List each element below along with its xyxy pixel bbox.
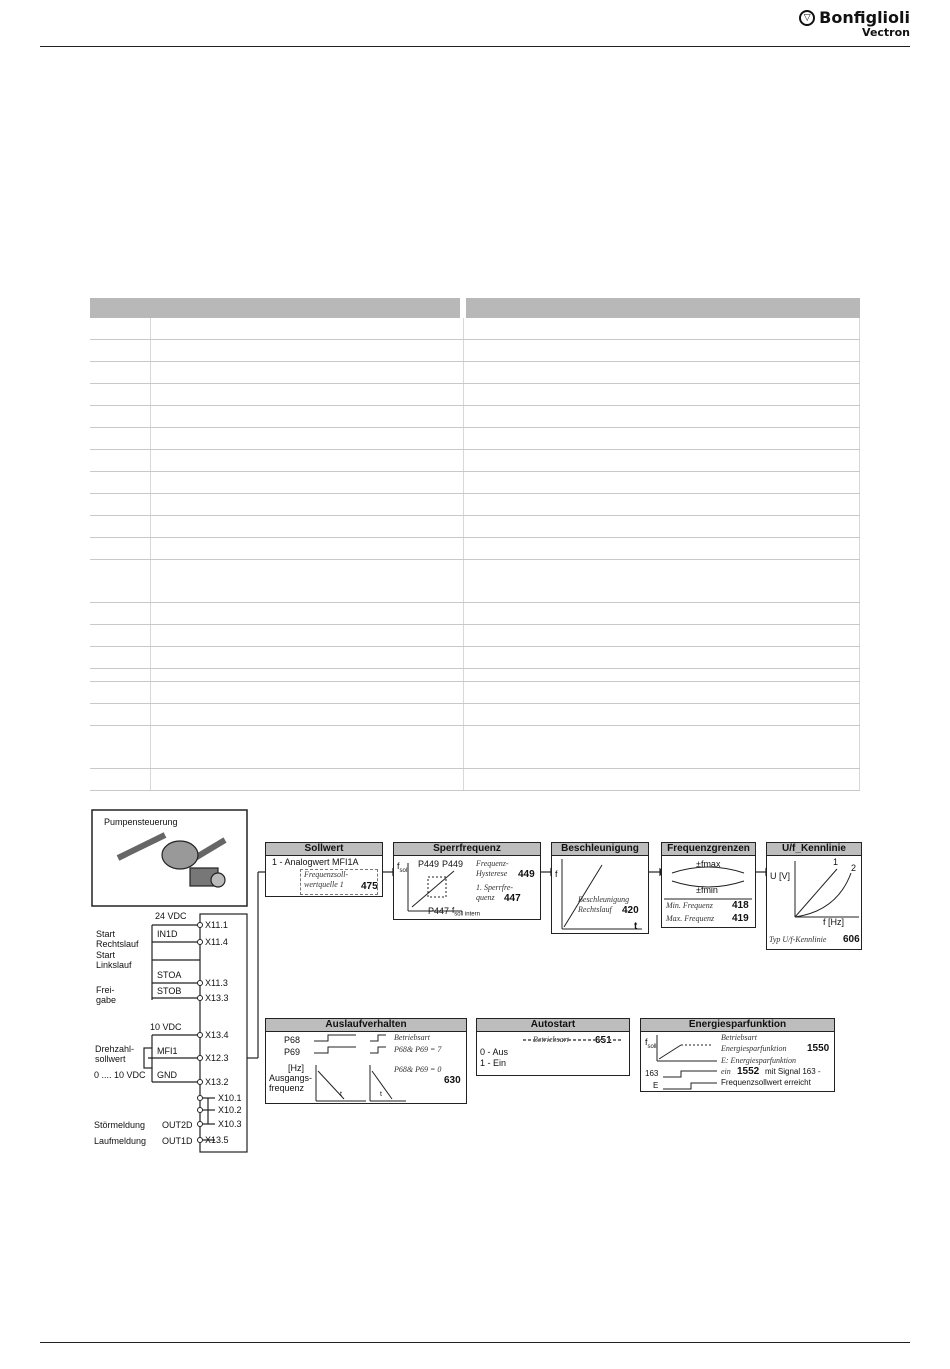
label-start-left: Start Linkslauf — [96, 950, 132, 970]
label-10vdc: 10 VDC — [150, 1022, 182, 1032]
label-speed-setpoint: Drehzahl- sollwert — [95, 1044, 135, 1064]
ausl-t2: t — [380, 1091, 382, 1098]
accel-f: f — [555, 869, 558, 879]
block-energy-title: Energiesparfunktion — [641, 1019, 834, 1032]
accel-num: 420 — [622, 905, 639, 916]
limits-min: Min. Frequenz — [666, 901, 713, 910]
sperr-fsoll: $f_{soll}$ — [397, 861, 409, 874]
block-ausl-title: Auslaufverhalten — [266, 1019, 466, 1032]
block-uf-kennlinie — [766, 842, 862, 950]
terminal-x13-5: X13.5 — [205, 1135, 229, 1145]
block-autostart — [476, 1018, 630, 1076]
sperr-hyst: Frequenz- Hysterese — [476, 859, 509, 878]
label-run: Laufmeldung — [94, 1136, 147, 1146]
energy-E: E — [653, 1081, 659, 1090]
block-sollwert — [265, 842, 383, 897]
sperr-fint: $f_{soll intern}$ — [452, 906, 480, 918]
brand-name: Bonfiglioli — [819, 8, 910, 27]
auto-off: 0 - Aus — [480, 1047, 509, 1057]
energy-e1: E: Energiesparfunktion — [721, 1056, 797, 1065]
auto-num: 651 — [595, 1035, 612, 1046]
terminal-x11-3: X11.3 — [205, 978, 228, 988]
energy-e2: ein — [721, 1067, 731, 1076]
label-enable: Frei- gabe — [96, 985, 117, 1005]
uf-fhz: f [Hz] — [823, 917, 845, 927]
label-fault: Störmeldung — [94, 1120, 146, 1130]
block-auslaufverhalten — [265, 1018, 467, 1104]
uf-type: Typ U/f-Kennlinie — [769, 935, 827, 944]
block-energiesparfunktion — [640, 1018, 835, 1092]
sollwert-src: Frequenzsoll- wertquelle 1 — [304, 870, 349, 889]
block-limits-title: Frequenzgrenzen — [662, 843, 755, 856]
energy-s163: 163 — [645, 1069, 659, 1078]
energy-e3: Frequenzsollwert erreicht — [721, 1078, 811, 1087]
energy-sig: mit Signal 163 - — [765, 1067, 821, 1076]
ausl-num: 630 — [444, 1075, 461, 1086]
limits-max: Max. Frequenz — [666, 914, 715, 923]
energy-ef: Energiesparfunktion — [721, 1044, 787, 1053]
terminal-x12-3: X12.3 — [205, 1053, 229, 1063]
block-auto-title: Autostart — [477, 1019, 629, 1032]
label-stoa: STOA — [157, 970, 182, 980]
ausl-ag: Ausgangs- frequenz — [269, 1073, 313, 1093]
pump-label: Pumpensteuerung — [104, 817, 178, 827]
ausl-m7: P68& P69 = 7 — [394, 1045, 442, 1054]
uf-c1: 1 — [833, 857, 839, 867]
sperr-p449a: P449 — [418, 859, 440, 869]
block-uf-title: U/f_Kennlinie — [767, 843, 861, 856]
terminal-x11-1: X11.1 — [205, 920, 228, 930]
uf-num: 606 — [843, 934, 860, 945]
label-range: 0 .... 10 VDC — [94, 1070, 146, 1080]
terminal-x10-3: X10.3 — [218, 1119, 242, 1129]
terminal-x13-4: X13.4 — [205, 1030, 229, 1040]
ausl-p69: P69 — [284, 1047, 301, 1057]
terminal-x10-2: X10.2 — [218, 1105, 242, 1115]
label-in1d: IN1D — [157, 929, 178, 939]
terminal-x10-1: X10.1 — [218, 1093, 242, 1103]
label-start-right: Start Rechtslauf — [96, 929, 139, 949]
energy-fsoll: $f_{soll}$ — [645, 1037, 657, 1050]
block-sperr-title: Sperrfrequenz — [394, 843, 540, 856]
label-mfi1: MFI1 — [157, 1046, 178, 1056]
ausl-hz: [Hz] — [288, 1063, 305, 1073]
label-gnd: GND — [157, 1070, 177, 1080]
sperr-n447: 447 — [504, 893, 521, 904]
ausl-t1: t — [340, 1091, 342, 1098]
auto-ba: Betriebsart — [533, 1035, 569, 1044]
terminal-x11-4: X11.4 — [205, 937, 228, 947]
energy-ba: Betriebsart — [721, 1033, 757, 1042]
energy-n1552: 1552 — [737, 1066, 760, 1077]
label-out1d: OUT1D — [162, 1136, 193, 1146]
uf-c2: 2 — [851, 863, 857, 873]
block-sperrfrequenz — [393, 842, 541, 920]
logo-icon: ▽ — [799, 10, 815, 26]
limits-fmax: ±fmax — [696, 859, 721, 869]
ausl-m0: P68& P69 = 0 — [394, 1065, 442, 1074]
block-beschleunigung — [551, 842, 649, 934]
ausl-ba: Betriebsart — [394, 1033, 430, 1042]
label-stob: STOB — [157, 986, 182, 996]
auto-on: 1 - Ein — [480, 1058, 507, 1068]
terminal-x13-3: X13.3 — [205, 993, 229, 1003]
terminal-x13-2: X13.2 — [205, 1077, 229, 1087]
uf-u: U [V] — [770, 871, 791, 881]
accel-label: Beschleunigung Rechtslauf — [578, 895, 630, 914]
sperr-sf: 1. Sperrfre- quenz — [476, 883, 514, 902]
sollwert-line1: 1 - Analogwert MFI1A — [272, 857, 359, 867]
brand-sub: Vectron — [862, 26, 910, 39]
limits-n418: 418 — [732, 900, 749, 911]
sperr-p449b: P449 — [442, 859, 464, 869]
footer-rule — [40, 1342, 910, 1343]
label-out2d: OUT2D — [162, 1120, 193, 1130]
accel-t: t — [634, 921, 638, 932]
label-24vdc: 24 VDC — [155, 911, 187, 921]
limits-fmin: ±fmin — [696, 885, 718, 895]
sperr-p447: P447 — [428, 906, 450, 916]
ausl-p68: P68 — [284, 1035, 301, 1045]
energy-num: 1550 — [807, 1043, 830, 1054]
block-sollwert-title: Sollwert — [266, 843, 382, 856]
limits-n419: 419 — [732, 913, 749, 924]
block-accel-title: Beschleunigung — [552, 843, 648, 856]
sollwert-num: 475 — [361, 881, 378, 892]
sperr-n449: 449 — [518, 869, 535, 880]
block-frequenzgrenzen — [661, 842, 756, 928]
